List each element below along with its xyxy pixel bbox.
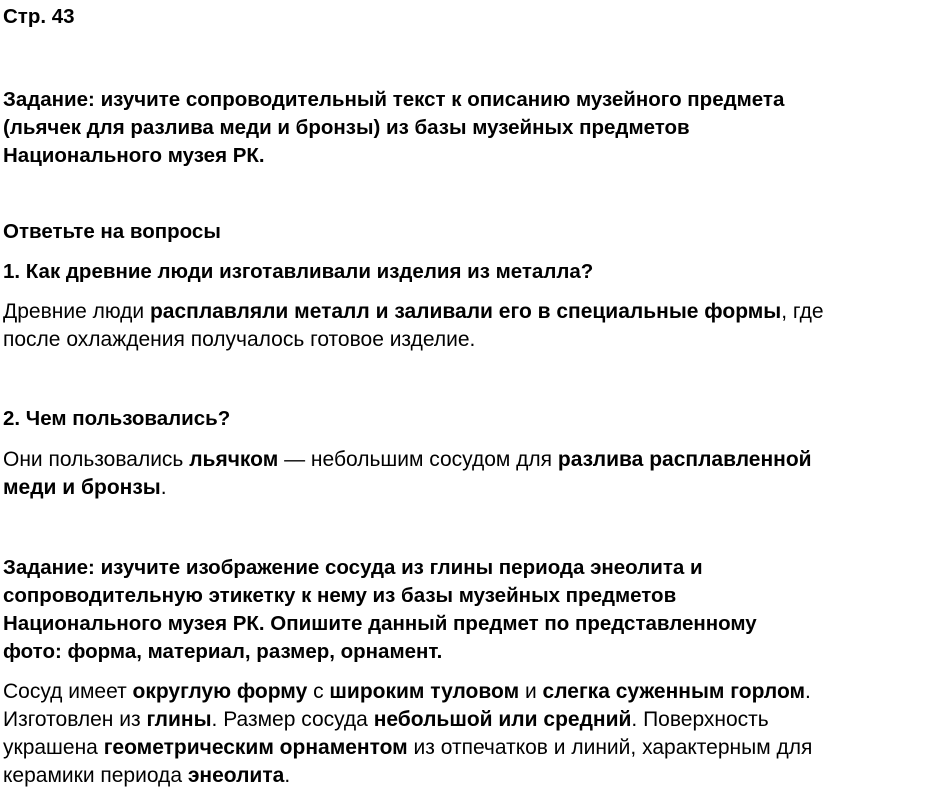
- answer-text: керамики периода: [3, 764, 188, 787]
- task-1-line: Задание: изучите сопроводительный текст к описанию музейного предмета: [3, 88, 785, 111]
- task-2-line: Национального музея РК. Опишите данный предмет по представленному: [3, 612, 757, 635]
- answer-1: [3, 298, 824, 354]
- answer-text: . Размер сосуда: [211, 708, 374, 731]
- task-2: [3, 554, 757, 666]
- answer-1-line: [3, 326, 824, 354]
- answer-emphasis: широким туловом: [329, 680, 520, 703]
- answer-text: . Поверхность: [631, 708, 769, 731]
- answer-text: Сосуд имеет: [3, 680, 133, 703]
- answer-emphasis: расплавляли металл и заливали его в специальные формы: [149, 300, 782, 323]
- answer-emphasis: льячком: [189, 448, 279, 471]
- answer-prompt: Ответьте на вопросы: [3, 220, 221, 243]
- answer-3-line: [3, 706, 812, 734]
- answer-emphasis: слегка суженным горлом: [542, 680, 806, 703]
- answer-3: [3, 678, 812, 790]
- answer-3-line: [3, 734, 812, 762]
- answer-emphasis: глины: [146, 708, 212, 731]
- answer-text: .: [160, 476, 167, 499]
- answer-emphasis: небольшой или средний: [373, 708, 632, 731]
- answer-text: — небольшим сосудом для: [278, 448, 558, 471]
- answer-text: украшена: [3, 736, 104, 759]
- answer-emphasis: геометрическим орнаментом: [103, 736, 408, 759]
- question-1: 1. Как древние люди изготавливали изделия из металла?: [3, 260, 594, 283]
- task-1: [3, 86, 784, 170]
- answer-3-line: [3, 762, 812, 790]
- answer-2-line: [3, 474, 812, 502]
- question-2: 2. Чем пользовались?: [3, 407, 231, 430]
- answer-text: из отпечатков и линий, характерным для: [407, 736, 813, 759]
- task-2-line: фото: форма, материал, размер, орнамент.: [3, 640, 443, 663]
- task-1-line: (льячек для разлива меди и бронзы) из базы музейных предметов: [3, 116, 690, 139]
- answer-2-line: [3, 446, 812, 474]
- answer-text: .: [284, 764, 291, 787]
- answer-emphasis: энеолита: [187, 764, 285, 787]
- answer-text: Древние люди: [3, 300, 150, 323]
- task-2-line: Задание: изучите изображение сосуда из глины периода энеолита и: [3, 556, 703, 579]
- answer-text: , где: [781, 300, 824, 323]
- answer-1-line: [3, 298, 824, 326]
- answer-3-line: [3, 678, 812, 706]
- page-number: Стр. 43: [3, 5, 75, 28]
- answer-emphasis: меди и бронзы: [3, 476, 161, 499]
- answer-text: и: [519, 680, 543, 703]
- task-1-line: Национального музея РК.: [3, 144, 265, 167]
- answer-text: после охлаждения получалось готовое изделие.: [3, 328, 476, 351]
- answer-text: .: [805, 680, 811, 703]
- answer-text: с: [307, 680, 330, 703]
- answer-text: Они пользовались: [3, 448, 190, 471]
- answer-emphasis: округлую форму: [132, 680, 308, 703]
- answer-text: Изготовлен из: [3, 708, 147, 731]
- answer-emphasis: разлива расплавленной: [557, 448, 812, 471]
- answer-2: [3, 446, 812, 502]
- task-2-line: сопроводительную этикетку к нему из базы музейных предметов: [3, 584, 677, 607]
